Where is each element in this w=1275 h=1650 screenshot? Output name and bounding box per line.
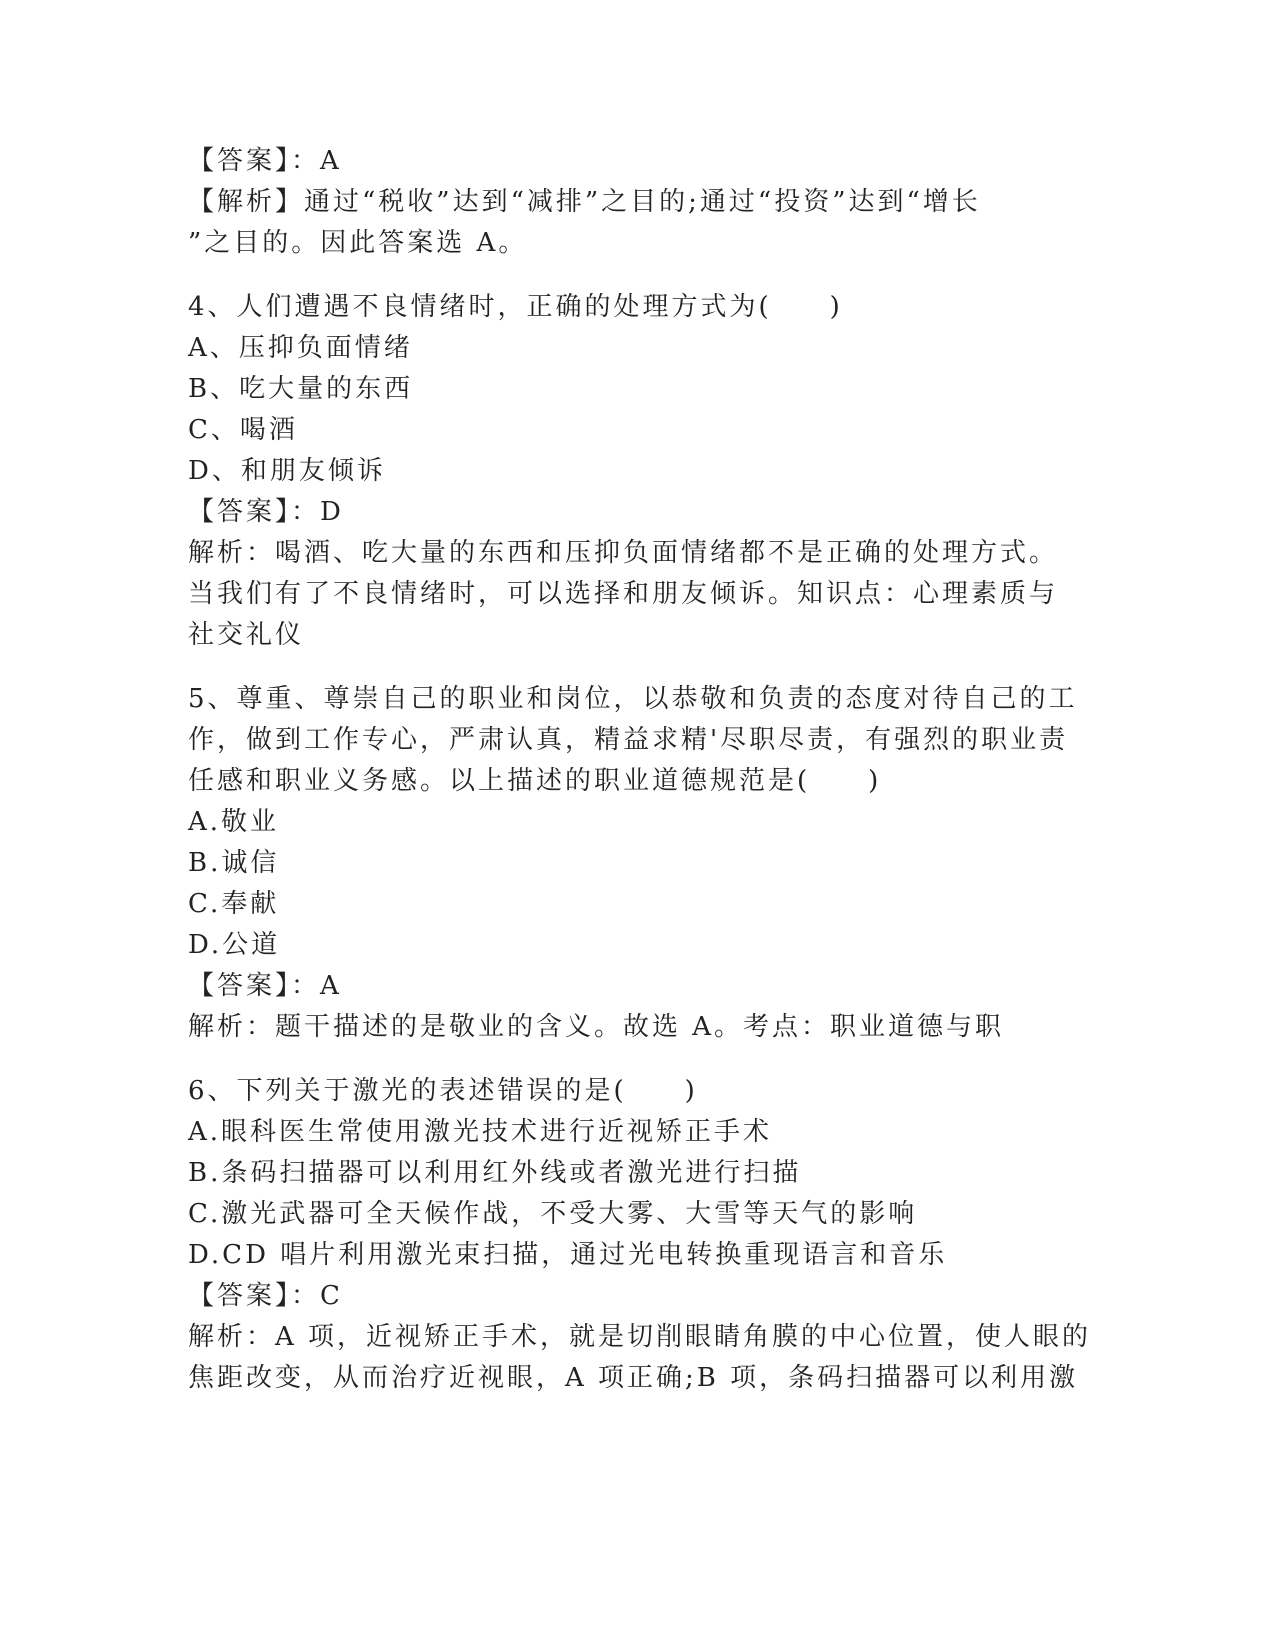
question-stem: 6、下列关于激光的表述错误的是( ) — [188, 1076, 698, 1106]
analysis-line: 解析：A 项，近视矫正手术，就是切削眼睛角膜的中心位置，使人眼的 — [188, 1322, 1092, 1352]
option-d: D.CD 唱片利用激光束扫描，通过光电转换重现语言和音乐 — [188, 1240, 948, 1270]
answer-line: 【答案】：A — [188, 971, 342, 1001]
option-a: A、压抑负面情绪 — [188, 333, 413, 363]
answer-line: 【答案】：C — [188, 1281, 343, 1311]
analysis-line: 社交礼仪 — [188, 620, 305, 650]
analysis-line: 解析：题干描述的是敬业的含义。故选 A。考点：职业道德与职 — [188, 1012, 1005, 1042]
question-stem: 4、人们遭遇不良情绪时，正确的处理方式为( ) — [188, 292, 843, 322]
option-a: A.眼科医生常使用激光技术进行近视矫正手术 — [188, 1117, 773, 1147]
option-a: A.敬业 — [188, 807, 280, 837]
answer-line: 【答案】：A — [188, 146, 342, 176]
question-stem: 任感和职业义务感。以上描述的职业道德规范是( ) — [188, 766, 882, 796]
analysis-line: ”之目的。因此答案选 A。 — [188, 228, 528, 258]
option-c: C、喝酒 — [188, 415, 298, 445]
option-b: B.诚信 — [188, 848, 280, 878]
option-b: B.条码扫描器可以利用红外线或者激光进行扫描 — [188, 1158, 802, 1188]
option-c: C.奉献 — [188, 889, 280, 919]
analysis-line: 【解析】通过“税收”达到“减排”之目的;通过“投资”达到“增长 — [188, 187, 981, 217]
option-d: D、和朋友倾诉 — [188, 456, 386, 486]
analysis-line: 解析：喝酒、吃大量的东西和压抑负面情绪都不是正确的处理方式。 — [188, 538, 1059, 568]
analysis-line: 焦距改变，从而治疗近视眼，A 项正确;B 项，条码扫描器可以利用激 — [188, 1363, 1079, 1393]
analysis-line: 当我们有了不良情绪时，可以选择和朋友倾诉。知识点：心理素质与 — [188, 579, 1059, 609]
option-d: D.公道 — [188, 930, 281, 960]
answer-line: 【答案】：D — [188, 497, 344, 527]
option-c: C.激光武器可全天候作战，不受大雾、大雪等天气的影响 — [188, 1199, 918, 1229]
question-stem: 作，做到工作专心，严肃认真，精益求精'尽职尽责，有强烈的职业责 — [188, 725, 1069, 755]
option-b: B、吃大量的东西 — [188, 374, 414, 404]
question-stem: 5、尊重、尊崇自己的职业和岗位，以恭敬和负责的态度对待自己的工 — [188, 684, 1078, 714]
